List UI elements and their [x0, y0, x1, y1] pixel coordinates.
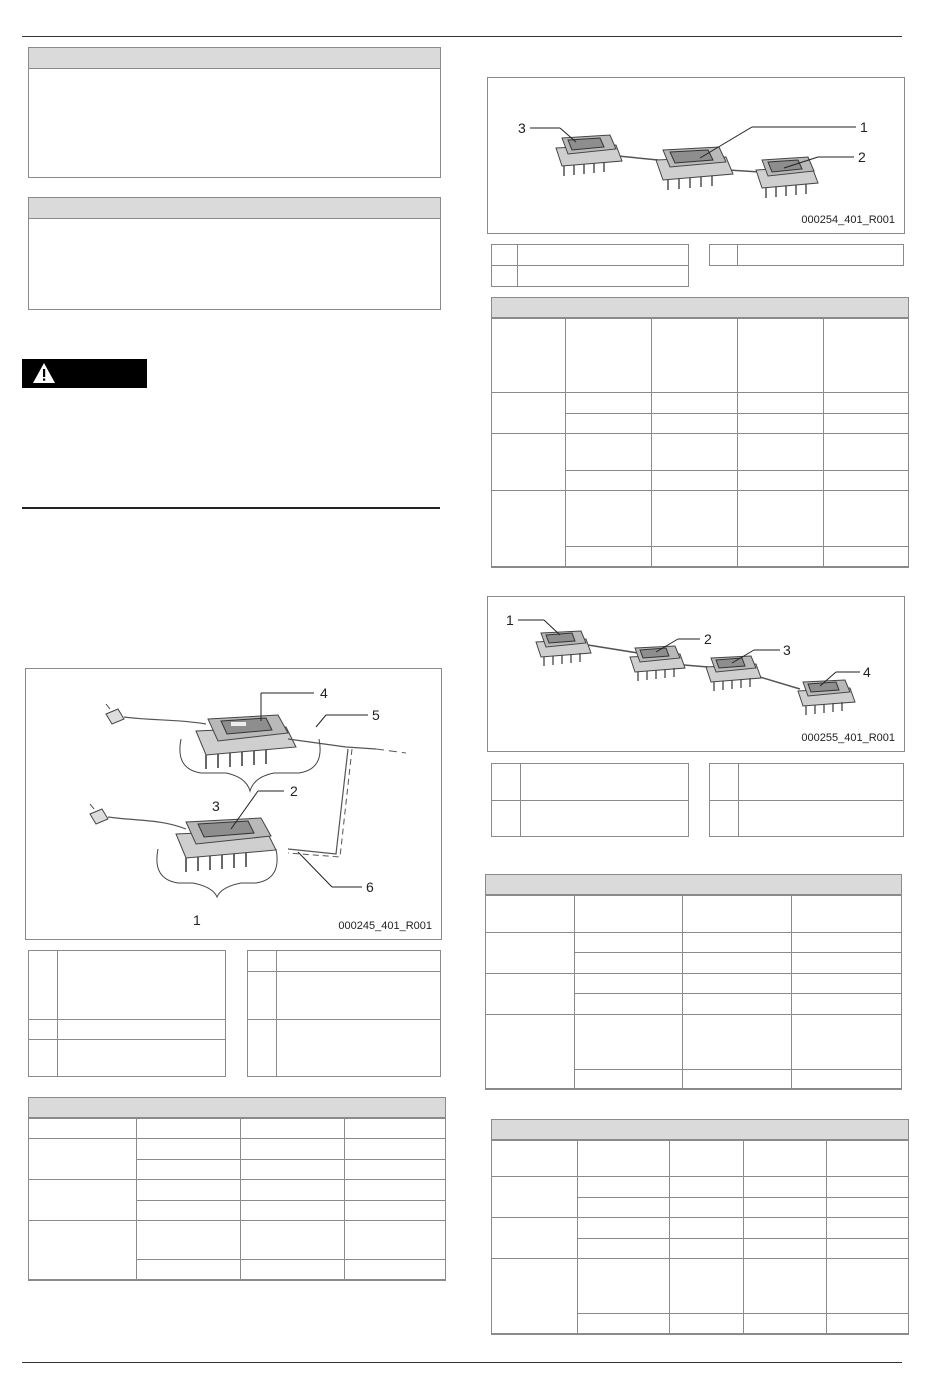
- table-cell: [578, 1218, 670, 1239]
- table-cell: [744, 1177, 827, 1198]
- device-lower: [176, 818, 276, 872]
- table-cell: [652, 471, 738, 491]
- table-row: [492, 393, 909, 414]
- table-cell: [827, 1198, 909, 1218]
- table-cell: [652, 547, 738, 568]
- table-cell: [670, 1314, 744, 1335]
- table-cell: [486, 933, 575, 974]
- table-cell: [792, 1070, 902, 1090]
- callout-2: 2: [858, 149, 866, 165]
- data-table-right2-header: [486, 875, 901, 896]
- table-cell: [241, 1180, 345, 1201]
- table-row: [29, 1118, 446, 1139]
- top-rule: [22, 36, 902, 37]
- callout-4: 4: [320, 685, 328, 701]
- legend-cell: [248, 951, 277, 972]
- table-cell: [744, 1259, 827, 1314]
- table-cell: [575, 994, 683, 1015]
- table-cell: [578, 1239, 670, 1259]
- table-cell: [29, 1221, 137, 1281]
- table-cell: [486, 974, 575, 1015]
- table-cell: [824, 491, 909, 547]
- table-cell: [241, 1160, 345, 1180]
- figure-1: [25, 668, 442, 940]
- table-cell: [137, 1201, 241, 1221]
- table-cell: [738, 318, 824, 393]
- table-cell: [670, 1177, 744, 1198]
- table-cell: [575, 974, 683, 994]
- table-cell: [345, 1180, 446, 1201]
- table-row: [29, 1139, 446, 1160]
- table-cell: [345, 1201, 446, 1221]
- table-cell: [241, 1221, 345, 1260]
- device-1: [556, 135, 622, 176]
- callout-3: 3: [518, 120, 526, 136]
- table-row: [29, 1020, 226, 1040]
- table-cell: [492, 764, 521, 801]
- table-cell: [566, 471, 652, 491]
- table-cell: [578, 1259, 670, 1314]
- table-row: [710, 764, 904, 801]
- bottom-rule: [22, 1362, 902, 1363]
- table-row: [492, 801, 689, 837]
- table-cell: [345, 1221, 446, 1260]
- table-cell: [492, 801, 521, 837]
- table-row: [486, 974, 902, 994]
- table-cell: [744, 1218, 827, 1239]
- table-cell: [345, 1118, 446, 1139]
- table-cell: [566, 491, 652, 547]
- table-cell: [521, 764, 689, 801]
- data-table-right3-header: [492, 1120, 908, 1141]
- legend-table-2a: [491, 244, 689, 287]
- table-cell: [566, 434, 652, 471]
- table-row: [29, 1040, 226, 1077]
- table-cell: [652, 491, 738, 547]
- table-cell: [241, 1139, 345, 1160]
- table-cell: [518, 245, 689, 266]
- table-row: [492, 491, 909, 547]
- table-cell: [521, 801, 689, 837]
- legend-cell: [58, 1040, 226, 1077]
- legend-cell: [248, 972, 277, 1020]
- table-cell: [827, 1314, 909, 1335]
- table-cell: [827, 1218, 909, 1239]
- data-table-left: [28, 1117, 446, 1281]
- legend-cell: [277, 951, 441, 972]
- table-row: [486, 895, 902, 933]
- table-cell: [137, 1180, 241, 1201]
- table-cell: [492, 245, 518, 266]
- table-cell: [744, 1239, 827, 1259]
- table-cell: [824, 434, 909, 471]
- table-cell: [566, 414, 652, 434]
- table-cell: [683, 895, 792, 933]
- power-plug-icon: [106, 709, 124, 724]
- table-row: [29, 1221, 446, 1260]
- table-cell: [670, 1140, 744, 1177]
- table-cell: [670, 1239, 744, 1259]
- figure-3: [487, 596, 905, 752]
- table-cell: [744, 1140, 827, 1177]
- table-cell: [492, 1218, 578, 1259]
- table-row: [248, 972, 441, 1020]
- table-cell: [241, 1260, 345, 1281]
- warning-banner: [22, 359, 147, 388]
- device-2: [656, 147, 733, 190]
- table-cell: [652, 434, 738, 471]
- figure-2: [487, 77, 905, 234]
- table-cell: [670, 1218, 744, 1239]
- info-box-2: [28, 197, 441, 310]
- data-table-right3: [491, 1139, 909, 1335]
- figure-3-drawing: [488, 597, 904, 751]
- table-cell: [492, 434, 566, 491]
- callout-6: 6: [366, 879, 374, 895]
- table-cell: [792, 953, 902, 974]
- table-cell: [738, 434, 824, 471]
- callout-5: 5: [372, 707, 380, 723]
- device-3: [706, 656, 761, 691]
- table-row: [710, 245, 904, 266]
- table-row: [492, 318, 909, 393]
- table-cell: [29, 1118, 137, 1139]
- table-row: [492, 764, 689, 801]
- table-cell: [827, 1140, 909, 1177]
- callout-2: 2: [290, 783, 298, 799]
- warning-triangle-icon: [32, 362, 56, 384]
- table-cell: [566, 393, 652, 414]
- table-cell: [492, 393, 566, 434]
- data-table-right1: [491, 317, 909, 568]
- table-cell: [683, 933, 792, 953]
- legend-cell: [58, 951, 226, 1020]
- callout-1: 1: [860, 119, 868, 135]
- table-cell: [578, 1177, 670, 1198]
- table-cell: [738, 491, 824, 547]
- table-cell: [652, 318, 738, 393]
- table-cell: [492, 1140, 578, 1177]
- callout-3: 3: [212, 798, 220, 814]
- figure-2-drawing: [488, 78, 904, 233]
- legend-cell: [277, 972, 441, 1020]
- figure-3-code: 000255_401_R001: [801, 732, 895, 744]
- table-cell: [492, 1259, 578, 1335]
- table-cell: [824, 318, 909, 393]
- table-cell: [824, 547, 909, 568]
- legend-table-3b: [709, 763, 904, 837]
- info-box-1: [28, 47, 441, 178]
- table-row: [492, 245, 689, 266]
- table-row: [486, 1015, 902, 1070]
- table-cell: [492, 318, 566, 393]
- table-cell: [29, 1180, 137, 1221]
- table-cell: [670, 1259, 744, 1314]
- table-cell: [683, 974, 792, 994]
- table-row: [29, 951, 226, 1020]
- table-cell: [137, 1160, 241, 1180]
- data-table-left-header: [29, 1098, 445, 1119]
- data-table-right2: [485, 894, 902, 1090]
- table-cell: [739, 764, 904, 801]
- table-cell: [738, 547, 824, 568]
- callout-3: 3: [783, 642, 791, 658]
- figure-1-code: 000245_401_R001: [338, 920, 432, 932]
- table-cell: [566, 318, 652, 393]
- table-cell: [241, 1118, 345, 1139]
- table-cell: [575, 933, 683, 953]
- table-cell: [486, 895, 575, 933]
- figure-2-code: 000254_401_R001: [801, 214, 895, 226]
- table-row: [486, 933, 902, 953]
- table-cell: [824, 471, 909, 491]
- legend-cell: [248, 1020, 277, 1077]
- device-4: [798, 680, 855, 715]
- table-cell: [652, 414, 738, 434]
- table-cell: [683, 953, 792, 974]
- table-cell: [578, 1314, 670, 1335]
- table-cell: [738, 393, 824, 414]
- table-cell: [738, 414, 824, 434]
- table-cell: [827, 1177, 909, 1198]
- table-cell: [792, 933, 902, 953]
- table-cell: [518, 266, 689, 287]
- table-cell: [738, 471, 824, 491]
- table-row: [492, 266, 689, 287]
- table-cell: [792, 994, 902, 1015]
- table-cell: [137, 1221, 241, 1260]
- legend-table-1b: [247, 950, 441, 1077]
- table-row: [29, 1180, 446, 1201]
- table-cell: [710, 245, 738, 266]
- table-cell: [345, 1160, 446, 1180]
- table-cell: [827, 1239, 909, 1259]
- table-cell: [345, 1260, 446, 1281]
- table-cell: [792, 895, 902, 933]
- table-row: [492, 1218, 909, 1239]
- device-1: [536, 631, 591, 666]
- device-upper: [196, 715, 296, 769]
- table-cell: [792, 974, 902, 994]
- table-cell: [492, 1177, 578, 1218]
- table-cell: [492, 266, 518, 287]
- table-cell: [824, 393, 909, 414]
- table-cell: [792, 1015, 902, 1070]
- table-cell: [739, 801, 904, 837]
- table-cell: [738, 245, 904, 266]
- table-cell: [683, 1015, 792, 1070]
- legend-table-3a: [491, 763, 689, 837]
- callout-2: 2: [704, 631, 712, 647]
- table-cell: [137, 1139, 241, 1160]
- legend-table-2b: [709, 244, 904, 266]
- legend-table-1a: [28, 950, 226, 1077]
- table-cell: [683, 994, 792, 1015]
- legend-cell: [277, 1020, 441, 1077]
- table-cell: [683, 1070, 792, 1090]
- table-cell: [652, 393, 738, 414]
- section-rule: [22, 507, 440, 509]
- table-cell: [486, 1015, 575, 1090]
- table-cell: [29, 1139, 137, 1180]
- info-box-2-header: [29, 198, 440, 219]
- legend-cell: [29, 1040, 58, 1077]
- table-row: [710, 801, 904, 837]
- data-table-right1-header: [492, 298, 908, 319]
- table-cell: [575, 953, 683, 974]
- legend-cell: [29, 1020, 58, 1040]
- table-cell: [137, 1260, 241, 1281]
- device-3: [756, 157, 818, 198]
- table-cell: [710, 764, 739, 801]
- table-cell: [345, 1139, 446, 1160]
- table-cell: [670, 1198, 744, 1218]
- table-row: [248, 951, 441, 972]
- legend-cell: [58, 1020, 226, 1040]
- table-cell: [744, 1198, 827, 1218]
- legend-cell: [29, 951, 58, 1020]
- table-row: [492, 1140, 909, 1177]
- table-cell: [575, 895, 683, 933]
- table-cell: [710, 801, 739, 837]
- table-cell: [578, 1198, 670, 1218]
- table-cell: [137, 1118, 241, 1139]
- table-cell: [827, 1259, 909, 1314]
- table-row: [492, 434, 909, 471]
- table-cell: [492, 491, 566, 568]
- table-cell: [578, 1140, 670, 1177]
- table-cell: [824, 414, 909, 434]
- callout-4: 4: [863, 664, 871, 680]
- table-row: [492, 1259, 909, 1314]
- info-box-1-header: [29, 48, 440, 69]
- callout-1: 1: [193, 912, 201, 928]
- table-cell: [575, 1070, 683, 1090]
- figure-1-drawing: [26, 669, 441, 939]
- table-cell: [744, 1314, 827, 1335]
- table-cell: [575, 1015, 683, 1070]
- callout-1: 1: [506, 612, 514, 628]
- table-cell: [566, 547, 652, 568]
- table-row: [248, 1020, 441, 1077]
- table-row: [492, 1177, 909, 1198]
- table-cell: [241, 1201, 345, 1221]
